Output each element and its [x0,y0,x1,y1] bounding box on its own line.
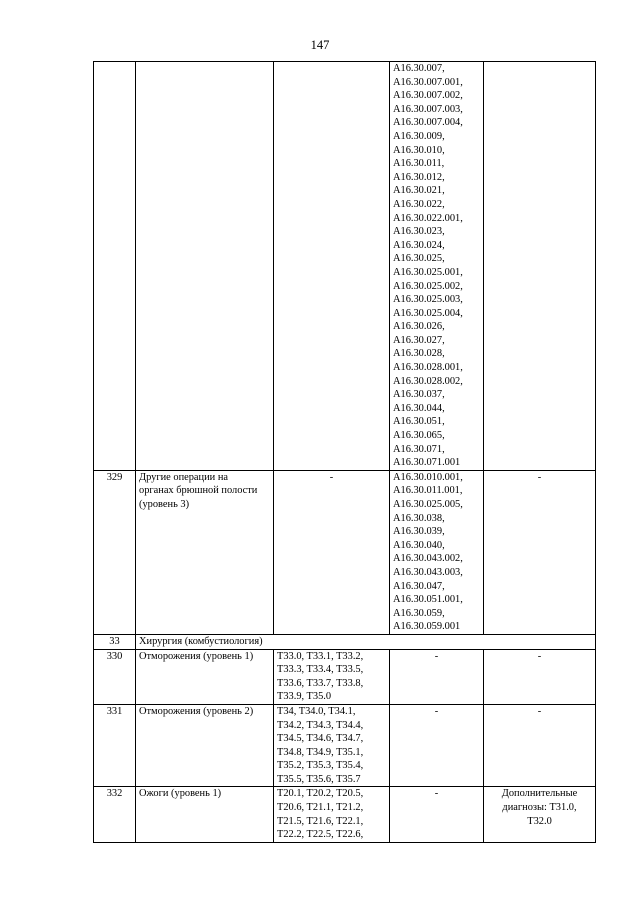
service-codes-line: A16.30.039, [393,526,445,538]
table-row [94,62,596,471]
group-name-line: (уровень 3) [139,499,190,510]
service-codes-line: A16.30.025.004, [393,307,463,319]
service-codes-line: A16.30.007.002, [393,90,463,102]
service-codes-line: A16.30.024, [393,239,445,251]
diagnosis-codes-line: T21.5, T21.6, T22.1, [277,815,364,827]
extra-criteria-line: Дополнительные [501,788,578,800]
service-codes-line: A16.30.051, [393,416,445,428]
service-codes-line: A16.30.059, [393,607,445,619]
service-codes [390,62,484,471]
diagnosis-codes-line: T34.5, T34.6, T34.7, [277,733,364,745]
extra-criteria [484,704,596,787]
service-codes-line: A16.30.007.003, [393,103,463,115]
service-codes-line: A16.30.023, [393,226,445,238]
diagnosis-codes [274,62,390,471]
service-codes-line: A16.30.022.001, [393,212,463,224]
service-codes-line: A16.30.028, [393,348,445,360]
page-number: 147 [310,38,330,52]
service-codes-line: A16.30.007.001, [393,76,463,88]
row-number: 331 [94,704,136,787]
service-codes-line: A16.30.043.002, [393,553,463,565]
diagnosis-codes-line: T33.9, T35.0 [277,691,332,703]
service-codes [390,787,484,842]
diagnosis-codes-line: T34, T34.0, T34.1, [277,705,356,717]
group-name [136,649,274,704]
service-codes [390,704,484,787]
extra-criteria-line: - [537,650,542,662]
row-number: 332 [94,787,136,842]
service-codes-line: A16.30.025.001, [393,266,463,278]
service-codes-line: A16.30.025.005, [393,499,463,510]
diagnosis-codes-line: T22.2, T22.5, T22.6, [277,829,364,841]
service-codes-line: A16.30.044, [393,402,445,414]
group-name-line: Другие операции на [139,471,229,483]
service-codes [390,470,484,634]
group-name [136,470,274,634]
diagnosis-codes-line: T20.6, T21.1, T21.2, [277,802,364,814]
table-row [94,470,596,634]
extra-criteria [484,62,596,471]
service-codes-line: A16.30.028.002, [393,375,463,387]
diagnosis-codes [274,704,390,787]
service-codes-line: A16.30.026, [393,321,445,333]
section-title: Хирургия (комбустиология) [136,634,596,649]
diagnosis-codes-line: T33.6, T33.7, T33.8, [277,677,364,689]
group-name [136,62,274,471]
diagnosis-codes-line: T35.2, T35.3, T35.4, [277,760,364,772]
service-codes-line: A16.30.010, [393,144,445,156]
service-codes-line: A16.30.007.004, [393,117,463,129]
group-name-line: Ожоги (уровень 1) [139,788,222,800]
service-codes-line: A16.30.028.001, [393,362,463,374]
diagnosis-codes-line: T34.8, T34.9, T35.1, [277,746,364,758]
service-codes-line: A16.30.025, [393,253,445,265]
extra-criteria-line: диагнозы: T31.0, [502,802,577,814]
service-codes-line: A16.30.051.001, [393,594,463,606]
group-name-line: органах брюшной полости [139,485,258,497]
diagnosis-codes-line: T20.1, T20.2, T20.5, [277,788,364,800]
service-codes [390,649,484,704]
service-codes-line: A16.30.038, [393,512,445,524]
extra-criteria [484,787,596,842]
service-codes-line: A16.30.010.001, [393,471,463,483]
service-codes-line: A16.30.025.002, [393,280,463,292]
service-codes-line: - [434,650,439,662]
service-codes-line: A16.30.043.003, [393,566,463,578]
extra-criteria-line: T32.0 [527,815,552,827]
section-number: 33 [94,634,136,649]
service-codes-line: A16.30.059.001 [393,621,461,633]
table-row [94,704,596,787]
diagnosis-codes-line: T34.2, T34.3, T34.4, [277,719,364,731]
section-row [94,634,596,649]
extra-criteria [484,649,596,704]
extra-criteria [484,470,596,634]
service-codes-line: - [434,788,439,800]
service-codes-line: A16.30.040, [393,539,445,551]
row-number: 329 [94,470,136,634]
diagnosis-codes [274,649,390,704]
service-codes-line: A16.30.007, [393,63,445,74]
services-table [93,61,596,843]
service-codes-line: A16.30.009, [393,130,445,142]
service-codes-line: A16.30.071, [393,443,445,455]
service-codes-line: A16.30.025.003, [393,294,463,306]
service-codes-line: A16.30.022, [393,198,445,210]
service-codes-line: A16.30.027, [393,334,445,346]
service-codes-line: A16.30.011, [393,158,445,170]
service-codes-line: A16.30.037, [393,389,445,401]
service-codes-line: A16.30.012, [393,171,445,183]
table-row [94,787,596,842]
group-name [136,787,274,842]
extra-criteria-line: - [537,705,542,717]
table-row [94,649,596,704]
diagnosis-codes-line: - [329,471,334,483]
diagnosis-codes [274,787,390,842]
diagnosis-codes-line: T35.5, T35.6, T35.7 [277,773,361,785]
row-number: 330 [94,649,136,704]
group-name-line: Отморожения (уровень 2) [139,705,254,717]
row-number [94,62,136,471]
group-name-line: Отморожения (уровень 1) [139,650,254,662]
service-codes-line: A16.30.047, [393,580,445,592]
group-name [136,704,274,787]
service-codes-line: A16.30.065, [393,430,445,442]
service-codes-line: A16.30.071.001 [393,457,461,469]
diagnosis-codes-line: T33.0, T33.1, T33.2, [277,650,364,662]
service-codes-line: - [434,705,439,717]
diagnosis-codes-line: T33.3, T33.4, T33.5, [277,664,364,676]
service-codes-line: A16.30.011.001, [393,485,463,497]
service-codes-line: A16.30.021, [393,185,445,197]
diagnosis-codes [274,470,390,634]
extra-criteria-line: - [537,471,542,483]
